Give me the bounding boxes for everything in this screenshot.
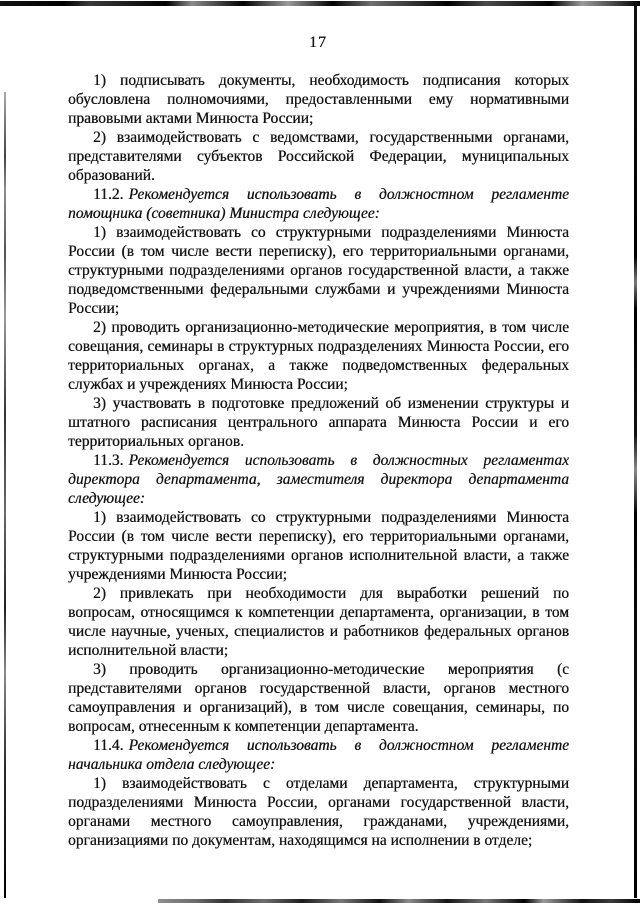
section-heading-11-4	[68, 736, 569, 774]
item-paragraph-6: 1) взаимодействовать со структурными подразделениями Минюста России (в том числе вести переписку), его территориальными органами, структурными подразделениями органов исполнительной власти, а также учреждениями Минюста России;	[68, 509, 569, 583]
item-paragraph-8: 3) проводить организационно-методические мероприятия (с представителями органов государственной власти, органов местного самоуправления и организаций), в том числе совещания, семинары, по вопросам, отнесенным к компетенции департамента.	[68, 661, 569, 735]
section-heading-text: Рекомендуется использовать в должностных регламентах директора департамента, заместителя директора департамента следующее:	[68, 452, 569, 507]
item-paragraph-5: 3) участвовать в подготовке предложений об изменении структуры и штатного расписания центрального аппарата Минюста России и его территориальных органов.	[68, 395, 569, 450]
item-paragraph-9: 1) взаимодействовать с отделами департамента, структурными подразделениями Минюста России, органами государственной власти, органами местного самоуправления, гражданами, учреждениями, организациями по документам, находящимся на исполнении в отделе;	[68, 775, 569, 849]
page-number: 17	[309, 34, 327, 51]
item-paragraph-1: 1) подписывать документы, необходимость подписания которых обусловлена полномочиями, предоставленными ему нормативными правовыми актами Минюста России;	[68, 72, 569, 127]
section-heading-11-3	[68, 451, 569, 508]
section-number: 11.3.	[93, 452, 124, 469]
section-heading-text: Рекомендуется использовать в должностном регламенте помощника (советника) Министра следующее:	[68, 186, 569, 222]
section-number: 11.2.	[93, 186, 124, 203]
section-heading-11-2	[68, 185, 569, 223]
item-paragraph-4: 2) проводить организационно-методические мероприятия, в том числе совещания, семинары в структурных подразделениях Минюста России, его территориальных органах, а также подведомственных федеральных службах и учреждениях Минюста России;	[68, 319, 569, 393]
scan-edge-top	[0, 1, 640, 6]
item-paragraph-7: 2) привлекать при необходимости для выработки решений по вопросам, относящимся к компетенции департамента, организации, в том числе научные, ученых, специалистов и работников федеральных органов исполнительной власти;	[68, 585, 569, 659]
item-paragraph-3: 1) взаимодействовать со структурными подразделениями Минюста России (в том числе вести переписку), его территориальными органами, структурными подразделениями органов государственной власти, а также подведомственными федеральными службами и учреждениями Минюста России;	[68, 224, 569, 317]
section-heading-text: Рекомендуется использовать в должностном регламенте начальника отдела следующее:	[68, 737, 569, 773]
scan-edge-left	[4, 92, 6, 898]
section-number: 11.4.	[93, 737, 124, 754]
scan-edge-bottom	[158, 899, 640, 903]
item-paragraph-2: 2) взаимодействовать с ведомствами, государственными органами, представителями субъектов Российской Федерации, муниципальных образований.	[68, 129, 569, 184]
document-body	[68, 71, 569, 850]
scan-edge-right	[634, 6, 637, 898]
